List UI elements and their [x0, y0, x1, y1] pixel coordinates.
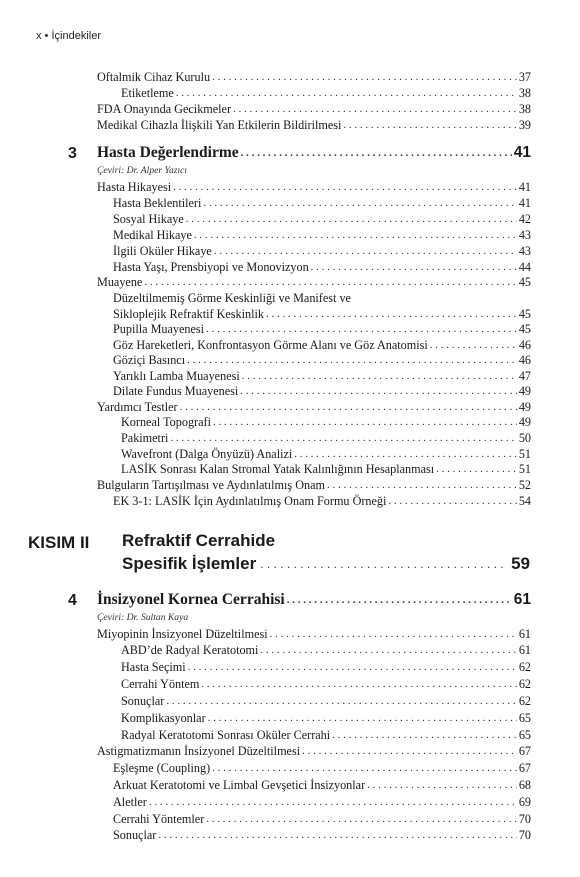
toc-entry[interactable] — [97, 275, 531, 290]
toc-entry[interactable] — [97, 102, 531, 117]
toc-entry-title: Cerrahi Yöntemler — [113, 812, 205, 826]
leader-dots — [343, 118, 516, 133]
toc-entry-title: Medikal Cihazla İlişkili Yan Etkilerin Bildirilmesi — [97, 118, 342, 132]
toc-entry-title: Aletler — [113, 795, 147, 809]
chapter-title: İnsizyonel Kornea Cerrahisi — [97, 591, 285, 608]
toc-entry-title: Dilate Fundus Muayenesi — [113, 384, 239, 398]
leader-dots — [270, 627, 517, 642]
leader-dots — [212, 70, 517, 85]
toc-entry-title: LASİK Sonrası Kalan Stromal Yatak Kalınlığının Hesaplanması — [121, 462, 435, 476]
toc-entry-page: 61 — [518, 627, 531, 641]
leader-dots — [241, 143, 512, 163]
chapter-heading[interactable] — [97, 590, 531, 610]
toc-entry-title: Radyal Keratotomi Sonrası Oküler Cerrahi — [121, 728, 331, 742]
leader-dots — [327, 478, 517, 493]
toc-entry[interactable] — [113, 795, 531, 810]
toc-entry[interactable] — [113, 384, 531, 399]
toc-entry-page: 45 — [518, 275, 531, 289]
toc-entry-page: 54 — [518, 494, 531, 508]
leader-dots — [144, 275, 516, 290]
toc-entry-title: Yardımcı Testler — [97, 400, 178, 414]
toc-entry[interactable] — [113, 228, 531, 243]
toc-entry-page: 68 — [518, 778, 531, 792]
toc-entry-title: Korneal Topografi — [121, 415, 211, 429]
toc-entry-page: 70 — [518, 812, 531, 826]
toc-entry-page: 43 — [518, 244, 531, 258]
toc-entry[interactable] — [113, 244, 531, 259]
toc-entry[interactable] — [121, 447, 531, 462]
toc-entry-title: Wavefront (Dalga Önyüzü) Analizi — [121, 447, 293, 461]
leader-dots — [173, 180, 517, 195]
toc-entry-title: Muayene — [97, 275, 143, 289]
toc-entry-page: 65 — [518, 728, 531, 742]
toc-entry-page: 47 — [518, 369, 531, 383]
toc-entry-title: Göziçi Basıncı — [113, 353, 186, 367]
part-title-line1 — [122, 530, 530, 552]
toc-entry[interactable] — [97, 70, 531, 85]
toc-entry[interactable] — [113, 212, 531, 227]
toc-entry[interactable] — [113, 307, 531, 322]
toc-entry-page: 62 — [518, 660, 531, 674]
leader-dots — [233, 102, 517, 117]
toc-entry-page: 50 — [518, 431, 531, 445]
toc-entry-page: 38 — [518, 102, 531, 116]
chapter-heading[interactable] — [97, 143, 531, 163]
toc-entry-page: 67 — [518, 744, 531, 758]
toc-entry-page: 46 — [518, 353, 531, 367]
leader-dots — [242, 369, 517, 384]
part-title-line2 — [122, 553, 530, 575]
chapter-title: Hasta Değerlendirme — [97, 144, 239, 161]
leader-dots — [287, 590, 512, 610]
leader-dots — [260, 553, 507, 575]
leader-dots — [188, 660, 517, 675]
chapter-translator: Çeviri: Dr. Alper Yazıcı — [97, 165, 188, 176]
toc-entry-page: 45 — [518, 307, 531, 321]
toc-entry[interactable] — [97, 118, 531, 133]
toc-entry[interactable] — [121, 694, 531, 709]
toc-entry[interactable] — [121, 462, 531, 477]
toc-entry-page: 45 — [518, 322, 531, 336]
toc-entry-title: Yarıklı Lamba Muayenesi — [113, 369, 240, 383]
toc-entry[interactable] — [113, 812, 531, 827]
toc-entry-title: EK 3-1: LASİK İçin Aydınlatılmış Onam Formu Örneği — [113, 494, 387, 508]
toc-entry-title: Düzeltilmemiş Görme Keskinliği ve Manifest ve — [113, 291, 351, 305]
toc-entry[interactable] — [113, 369, 531, 384]
leader-dots — [201, 677, 516, 692]
toc-entry-title: Medikal Hikaye — [113, 228, 192, 242]
leader-dots — [240, 384, 517, 399]
toc-entry-title: Bulguların Tartışılması ve Aydınlatılmış Onam — [97, 478, 325, 492]
toc-entry-page: 38 — [518, 86, 531, 100]
toc-entry-title: Oftalmik Cihaz Kurulu — [97, 70, 211, 84]
toc-entry-page: 51 — [518, 462, 531, 476]
toc-entry-title: Sikloplejik Refraktif Keskinlik — [113, 307, 264, 321]
toc-entry-page: 44 — [518, 260, 531, 274]
leader-dots — [194, 228, 517, 243]
toc-entry-title: ABD’de Radyal Keratotomi — [121, 643, 259, 657]
toc-entry[interactable] — [121, 643, 531, 658]
toc-entry-page: 67 — [518, 761, 531, 775]
toc-entry-page: 49 — [518, 400, 531, 414]
toc-entry[interactable] — [97, 180, 531, 195]
toc-entry-page: 37 — [518, 70, 531, 84]
toc-entry[interactable] — [121, 728, 531, 743]
leader-dots — [266, 307, 517, 322]
leader-dots — [208, 711, 517, 726]
leader-dots — [166, 694, 516, 709]
toc-entry-title: Sonuçlar — [113, 828, 157, 842]
toc-entry-page: 65 — [518, 711, 531, 725]
leader-dots — [187, 353, 517, 368]
leader-dots — [213, 415, 517, 430]
leader-dots — [203, 196, 516, 211]
toc-entry[interactable] — [113, 494, 531, 509]
toc-entry-page: 49 — [518, 384, 531, 398]
toc-entry-title: Hasta Yaşı, Prensbiyopi ve Monovizyon — [113, 260, 309, 274]
part-label: KISIM II — [28, 533, 90, 552]
toc-entry[interactable] — [121, 415, 531, 430]
leader-dots — [332, 728, 517, 743]
toc-entry-page: 70 — [518, 828, 531, 842]
toc-entry-page: 52 — [518, 478, 531, 492]
toc-entry-page: 62 — [518, 677, 531, 691]
toc-entry[interactable] — [113, 778, 531, 793]
toc-entry-page: 39 — [518, 118, 531, 132]
toc-entry[interactable] — [113, 291, 531, 306]
running-head: x • İçindekiler — [36, 30, 101, 42]
toc-entry-title: Arkuat Keratotomi ve Limbal Gevşetici İnsizyonlar — [113, 778, 366, 792]
leader-dots — [214, 244, 517, 259]
leader-dots — [170, 431, 516, 446]
part-title-1: Refraktif Cerrahide — [122, 531, 276, 550]
leader-dots — [436, 462, 517, 477]
toc-entry-page: 41 — [518, 196, 531, 210]
toc-entry[interactable] — [113, 761, 531, 776]
toc-entry-page: 51 — [518, 447, 531, 461]
toc-entry[interactable] — [121, 86, 531, 101]
leader-dots — [206, 322, 517, 337]
toc-entry-title: Sonuçlar — [121, 694, 165, 708]
chapter-translator: Çeviri: Dr. Sultan Kaya — [97, 612, 189, 623]
leader-dots — [176, 86, 517, 101]
part-title-2: Spesifik İşlemler — [122, 554, 257, 573]
leader-dots — [180, 400, 517, 415]
chapter-number: 3 — [68, 145, 77, 162]
leader-dots — [311, 260, 517, 275]
toc-entry-page: 43 — [518, 228, 531, 242]
leader-dots — [158, 828, 516, 843]
toc-entry[interactable] — [97, 400, 531, 415]
toc-entry-title: Miyopinin İnsizyonel Düzeltilmesi — [97, 627, 268, 641]
toc-entry-title: Etiketleme — [121, 86, 174, 100]
toc-entry[interactable] — [97, 627, 531, 642]
leader-dots — [302, 744, 517, 759]
toc-entry[interactable] — [121, 711, 531, 726]
leader-dots — [260, 643, 516, 658]
toc-entry[interactable] — [97, 478, 531, 493]
toc-entry-title: İlgili Oküler Hikaye — [113, 244, 212, 258]
leader-dots — [212, 761, 517, 776]
leader-dots — [430, 338, 517, 353]
toc-entry-title: Pakimetri — [121, 431, 169, 445]
toc-entry-title: Göz Hareketleri, Konfrontasyon Görme Alanı ve Göz Anatomisi — [113, 338, 428, 352]
toc-entry-title: Eşleşme (Coupling) — [113, 761, 211, 775]
toc-entry-page: 42 — [518, 212, 531, 226]
chapter-number: 4 — [68, 592, 77, 609]
toc-entry-page: 49 — [518, 415, 531, 429]
toc-entry-title: Komplikasyonlar — [121, 711, 206, 725]
toc-entry-title: Astigmatizmanın İnsizyonel Düzeltilmesi — [97, 744, 301, 758]
chapter-page: 41 — [513, 144, 531, 161]
leader-dots — [149, 795, 517, 810]
toc-entry[interactable] — [113, 196, 531, 211]
toc-entry[interactable] — [121, 431, 531, 446]
toc-entry[interactable] — [113, 322, 531, 337]
toc-entry-page: 46 — [518, 338, 531, 352]
part-page: 59 — [511, 554, 530, 573]
toc-entry-page: 61 — [518, 643, 531, 657]
toc-entry-page: 62 — [518, 694, 531, 708]
toc-entry-title: Hasta Hikayesi — [97, 180, 172, 194]
toc-entry-title: Sosyal Hikaye — [113, 212, 184, 226]
toc-entry[interactable] — [113, 828, 531, 843]
chapter-page: 61 — [513, 591, 531, 608]
toc-entry-title: FDA Onayında Gecikmeler — [97, 102, 232, 116]
toc-entry[interactable] — [113, 338, 531, 353]
toc-entry-title: Pupilla Muayenesi — [113, 322, 205, 336]
toc-entry-title: Hasta Beklentileri — [113, 196, 202, 210]
toc-entry-page: 41 — [518, 180, 531, 194]
toc-entry-title: Cerrahi Yöntem — [121, 677, 200, 691]
toc-entry[interactable] — [113, 260, 531, 275]
toc-entry[interactable] — [121, 677, 531, 692]
toc-entry[interactable] — [97, 744, 531, 759]
toc-entry[interactable] — [121, 660, 531, 675]
toc-entry[interactable] — [113, 353, 531, 368]
leader-dots — [388, 494, 516, 509]
leader-dots — [186, 212, 517, 227]
toc-entry-page: 69 — [518, 795, 531, 809]
toc-entry-title: Hasta Seçimi — [121, 660, 186, 674]
leader-dots — [294, 447, 517, 462]
leader-dots — [367, 778, 517, 793]
leader-dots — [206, 812, 517, 827]
